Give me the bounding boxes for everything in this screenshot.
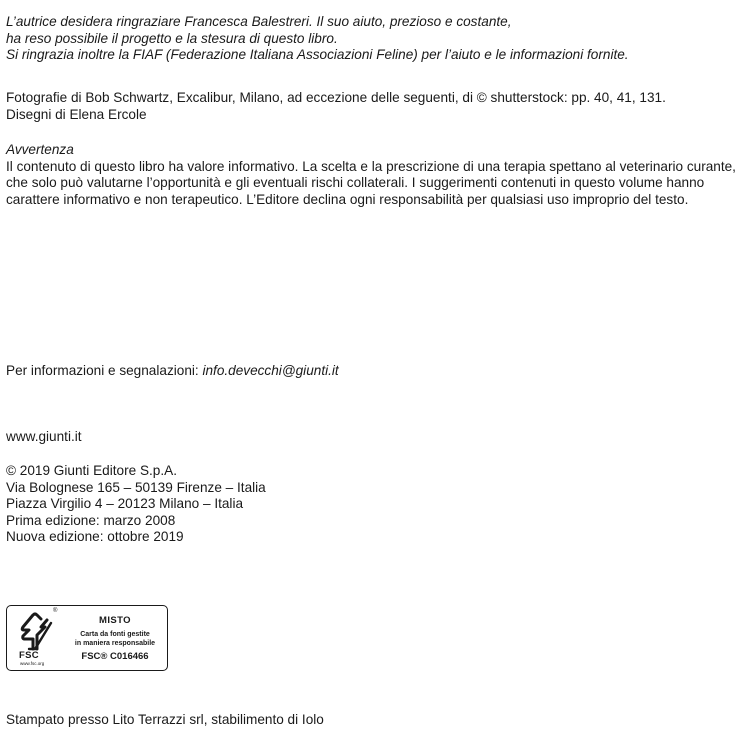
printer-info	[6, 712, 324, 729]
fsc-label: MISTO	[99, 615, 131, 626]
fsc-description	[63, 631, 167, 648]
fsc-logo-text: FSC	[19, 650, 39, 661]
drawing-credits: Disegni di Elena Ercole	[6, 106, 147, 122]
warning-title: Avvertenza	[6, 142, 74, 157]
imprint-line: Nuova edizione: ottobre 2019	[6, 529, 184, 544]
contact-info	[6, 363, 339, 380]
credits	[6, 90, 666, 123]
warning-body: Il contenuto di questo libro ha valore informativo. La scelta e la prescrizione di una terapia spettano al veterinario curante, che solo può valutarne l’opportunità e gli eventuali rischi collaterali. I suggerimenti contenuti in questo volume hanno carattere informativo e non terapeutico. L’Editore declina ogni responsabilità per qualsiasi uso improprio del testo.	[6, 158, 736, 207]
fsc-code: FSC® C016466	[81, 651, 149, 662]
contact-label: Per informazioni e segnalazioni:	[6, 363, 203, 378]
imprint-line: © 2019 Giunti Editore S.p.A.	[6, 463, 177, 478]
website-link[interactable]	[6, 429, 82, 446]
acknowledgement-line: L’autrice desidera ringraziare Francesca Balestreri. Il suo aiuto, prezioso e costante,	[6, 14, 512, 29]
photo-credits: Fotografie di Bob Schwartz, Excalibur, Milano, ad eccezione delle seguenti, di © shutterstock: pp. 40, 41, 131.	[6, 90, 666, 105]
fsc-description-line: in maniera responsabile	[74, 639, 156, 647]
website-url[interactable]: www.giunti.it	[6, 429, 82, 444]
imprint-line: Prima edizione: marzo 2008	[6, 512, 176, 528]
fsc-description-line: Carta da fonti gestite	[80, 631, 150, 638]
imprint-line: Piazza Virgilio 4 – 20123 Milano – Italia	[6, 496, 244, 511]
acknowledgement-line: ha reso possibile il progetto e la stesura di questo libro.	[6, 30, 338, 46]
fsc-details	[63, 615, 167, 662]
contact-email[interactable]: info.devecchi@giunti.it	[202, 363, 339, 378]
acknowledgement-line: Si ringrazia inoltre la FIAF (Federazione Italiana Associazioni Feline) per l’aiuto e le informazioni fornite.	[6, 47, 629, 62]
imprint-line: Via Bolognese 165 – 50139 Firenze – Italia	[6, 479, 266, 495]
warning-section	[6, 142, 750, 208]
fsc-registered-mark: ®	[53, 608, 58, 614]
imprint	[6, 463, 266, 546]
printer-line: Stampato presso Lito Terrazzi srl, stabilimento di Iolo	[6, 712, 324, 727]
fsc-logo-url: www.fsc.org	[20, 661, 45, 666]
acknowledgements	[6, 14, 629, 64]
fsc-certification-label	[6, 605, 168, 671]
